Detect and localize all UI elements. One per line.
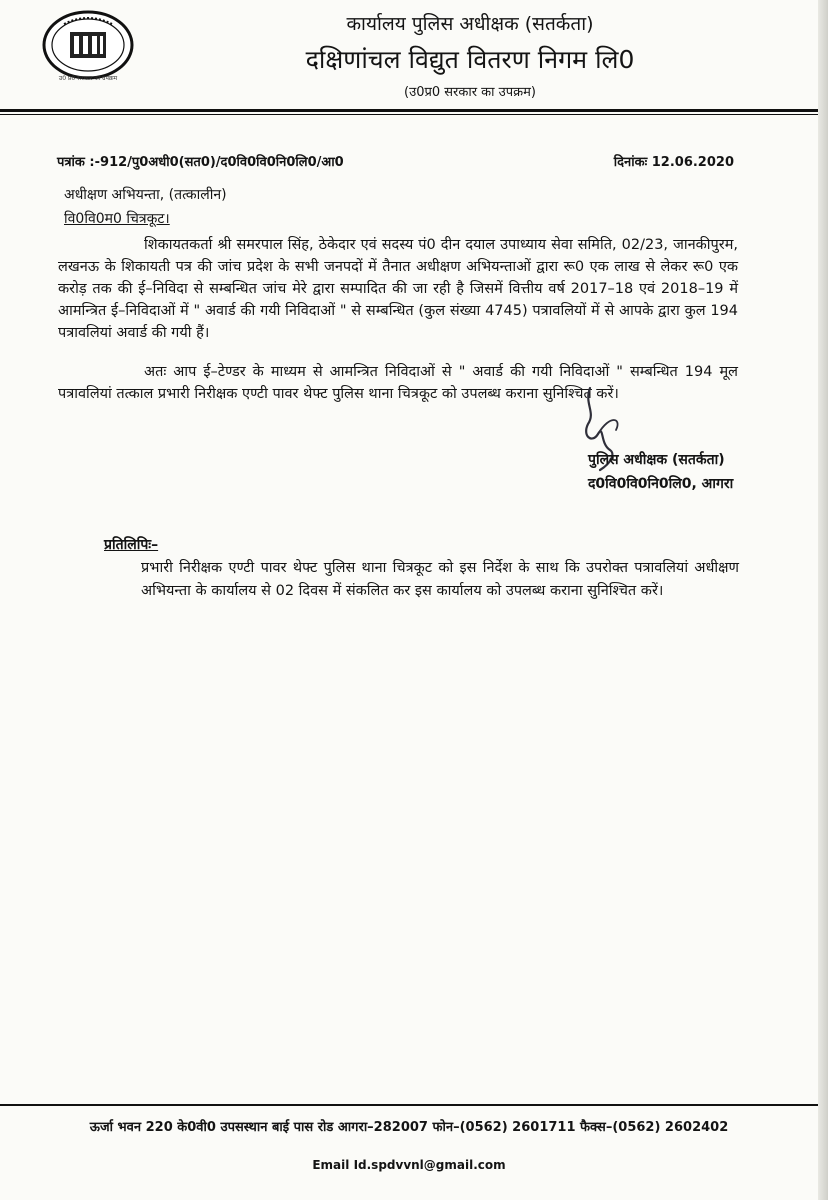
organization-name: दक्षिणांचल विद्युत वितरण निगम लि0 bbox=[305, 45, 635, 74]
body-paragraph-2: अतः आप ई–टेण्डर के माध्यम से आमन्त्रित निविदाओं से " अवार्ड की गयी निविदाओं " सम्बन्धित 194 मूल पत्रावलियां तत्काल प्रभारी निरीक्षक एण्टी पावर थेफ्ट पुलिस थाना चित्रकूट को उपलब्ध कराना सुनिश्चित करें। bbox=[58, 364, 738, 402]
footer-rule bbox=[0, 1104, 818, 1106]
copy-to-label: प्रतिलिपिः– bbox=[104, 537, 159, 553]
footer-address: ऊर्जा भवन 220 के0वी0 उपसस्थान बाई पास रोड आगरा–282007 फोन–(0562) 2601711 फैक्स–(0562) 2602402 bbox=[89, 1120, 729, 1135]
header-rule-thin bbox=[0, 114, 818, 115]
organization-subtitle: (उ0प्र0 सरकार का उपक्रम) bbox=[404, 85, 536, 100]
copy-to-text: प्रभारी निरीक्षक एण्टी पावर थेफ्ट पुलिस थाना चित्रकूट को इस निर्देश के साथ कि उपरोक्त पत्रावलियां अधीक्षण अभियन्ता के कार्यालय से 02 दिवस में संकलित कर इस कार्यालय को उपलब्ध कराना सुनिश्चित करें। bbox=[141, 560, 739, 599]
signatory-title: पुलिस अधीक्षक (सतर्कता) bbox=[588, 452, 725, 468]
footer-email: Email Id.spdvvnl@gmail.com bbox=[312, 1158, 506, 1172]
page-edge-shadow bbox=[818, 0, 828, 1200]
recipient-designation: अधीक्षण अभियन्ता, (तत्कालीन) bbox=[64, 187, 227, 203]
letter-date: दिनांकः 12.06.2020 bbox=[613, 155, 734, 170]
header-rule-thick bbox=[0, 109, 818, 112]
body-paragraph-1: शिकायतकर्ता श्री समरपाल सिंह, ठेकेदार एवं सदस्य पं0 दीन दयाल उपाध्याय सेवा समिति, 02/23, जानकीपुरम, लखनऊ के शिकायती पत्र की जांच प्रदेश के सभी जनपदों में तैनात अधीक्षण अभियन्ताओं द्वारा रू0 एक लाख से लेकर रू0 एक करोड़ तक की ई–निविदा से सम्बन्धित जांच मेरे द्वारा सम्पादित की जा रही है जिसमें वित्तीय वर्ष 2017–18 एवं 2018–19 में आमन्त्रित ई–निविदाओं में " अवार्ड की गयी निविदाओं " से सम्बन्धित (कुल संख्या 4745) पत्रावलियों में से आपके द्वारा कुल 194 पत्रावलियां अवार्ड की गयी हैं। bbox=[58, 237, 738, 341]
dvvnl-logo-emblem bbox=[40, 10, 136, 80]
recipient-office: वि0वि0म0 चित्रकूट। bbox=[64, 211, 170, 227]
logo-caption: उ0 प्र0 सरकार का उपक्रम bbox=[58, 75, 118, 82]
recipient-address bbox=[64, 183, 227, 231]
office-title: कार्यालय पुलिस अधीक्षक (सतर्कता) bbox=[346, 13, 594, 35]
reference-number: पत्रांक :-912/पु0अधी0(सत0)/द0वि0वि0नि0लि0/आ0 bbox=[57, 155, 344, 170]
signature-block bbox=[588, 448, 733, 496]
signatory-office: द0वि0वि0नि0लि0, आगरा bbox=[588, 476, 734, 492]
